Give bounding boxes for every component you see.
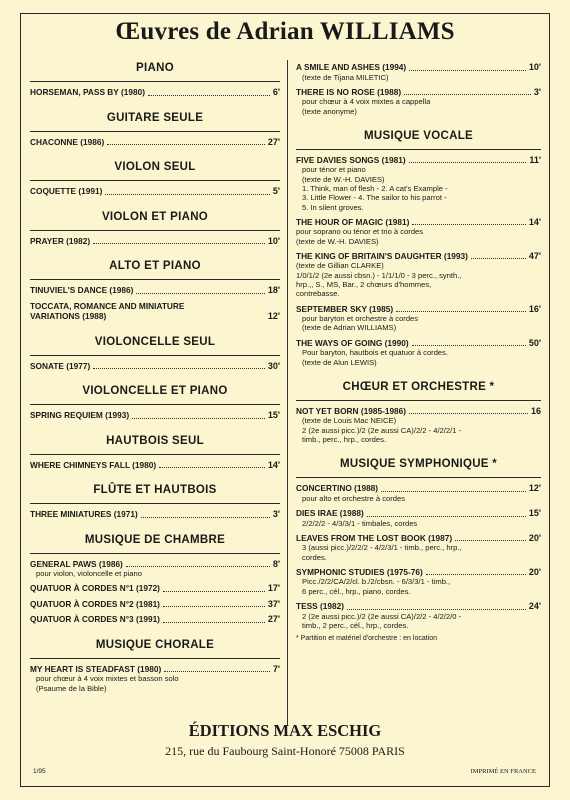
work-description: timb., perc., hrp., cordes. — [302, 434, 386, 444]
catalog-entry — [30, 583, 280, 594]
right-column — [296, 62, 541, 642]
entry-row — [296, 217, 541, 228]
work-duration: 5' — [272, 186, 280, 196]
work-title: QUATUOR À CORDES N°3 (1991) — [30, 614, 160, 625]
work-duration: 16 — [530, 405, 541, 416]
work-duration: 3' — [533, 86, 541, 97]
leader-dots — [163, 622, 265, 623]
work-title: WHERE CHIMNEYS FALL (1980) — [30, 459, 157, 470]
section-heading: PIANO — [136, 62, 174, 74]
entry-row — [30, 509, 280, 520]
catalog-entry — [30, 460, 280, 471]
work-title — [30, 301, 250, 322]
entry-row — [296, 406, 541, 417]
catalog-entry — [296, 338, 541, 367]
work-title: CONCERTINO (1988) — [296, 483, 379, 494]
section — [30, 112, 280, 148]
work-duration: 50' — [528, 337, 541, 348]
work-description: 5. In silent groves. — [302, 202, 364, 212]
work-description: (texte anonyme) — [302, 106, 357, 116]
section-heading: CHŒUR ET ORCHESTRE * — [342, 380, 495, 393]
work-title: COQUETTE (1991) — [30, 186, 103, 196]
section-heading: VIOLONCELLE SEUL — [94, 335, 216, 348]
section — [30, 211, 280, 247]
page-title: Œuvres de Adrian WILLIAMS — [115, 18, 455, 45]
section — [30, 62, 280, 98]
work-description: 6 perc., cél., hrp., piano, cordes. — [302, 586, 411, 596]
leader-dots — [163, 606, 265, 607]
catalog-entry — [30, 599, 280, 610]
entry-row — [296, 533, 541, 544]
work-title: SPRING REQUIEM (1993) — [30, 410, 130, 420]
work-duration: 10' — [528, 62, 541, 72]
work-description: 2/2/2/2 - 4/3/3/1 - timbales, cordes — [302, 518, 418, 528]
entry-row — [296, 338, 541, 349]
print-code: 1/95 — [33, 768, 46, 775]
work-title: A SMILE AND ASHES (1994) — [296, 62, 407, 72]
section-rule — [30, 81, 280, 82]
work-title: MY HEART IS STEADFAST (1980) — [30, 663, 162, 674]
section-heading: MUSIQUE VOCALE — [364, 129, 473, 142]
catalog-entry — [296, 567, 541, 596]
work-duration: 3' — [272, 509, 280, 519]
section — [296, 458, 541, 630]
section — [30, 161, 280, 197]
work-title-line: VARIATIONS (1988) — [30, 311, 107, 321]
leader-dots — [141, 517, 270, 518]
work-description: Pour baryton, hautbois et quatuor à cordes. — [302, 348, 449, 358]
entry-row — [30, 186, 280, 197]
work-title: CHACONNE (1986) — [30, 136, 105, 147]
work-description: pour chœur à 4 voix mixtes et basson solo — [36, 674, 179, 684]
leader-dots — [132, 418, 265, 419]
leader-dots — [409, 162, 527, 163]
leader-dots — [367, 516, 526, 517]
footnote: * Partition et matériel d'orchestre : en location — [296, 635, 438, 643]
section-rule — [30, 454, 280, 455]
section — [296, 381, 541, 444]
work-duration: 12' — [267, 311, 280, 321]
catalog-entry — [30, 664, 280, 693]
catalog-entry — [296, 406, 541, 444]
catalog-entry — [296, 304, 541, 333]
work-description: (Psaume de la Bible) — [36, 683, 107, 693]
catalog-entry — [30, 236, 280, 247]
section-heading: GUITARE SEULE — [106, 111, 204, 124]
work-title: THERE IS NO ROSE (1988) — [296, 86, 402, 97]
section-rule — [30, 503, 280, 504]
work-description: 2 (2e aussi picc.)/2 (2e aussi CA)/2/2 - 4/2/2/0 - — [302, 611, 462, 621]
work-description: (texte de Alun LEWIS) — [302, 357, 377, 367]
entry-row — [296, 567, 541, 578]
section-rule — [30, 404, 280, 405]
work-title: THREE MINIATURES (1971) — [30, 509, 138, 519]
entry-row — [296, 62, 541, 73]
catalog-entry — [296, 508, 541, 528]
leader-dots — [471, 258, 526, 259]
section — [30, 534, 280, 625]
publisher-address: 215, rue du Faubourg Saint-Honoré 75008 PARIS — [165, 744, 405, 758]
section-rule — [296, 149, 541, 150]
catalog-entry — [30, 301, 280, 322]
catalog-entry — [296, 155, 541, 212]
leader-dots — [159, 467, 265, 468]
work-duration: 15' — [267, 410, 280, 420]
work-title: FIVE DAVIES SONGS (1981) — [296, 154, 406, 165]
work-title: QUATUOR À CORDES N°1 (1972) — [30, 583, 160, 594]
section-heading: HAUTBOIS SEUL — [106, 434, 204, 447]
work-duration: 17' — [267, 583, 280, 594]
entry-row — [30, 301, 280, 322]
work-description: (texte de W.-H. DAVIES) — [296, 236, 379, 246]
section-heading: MUSIQUE DE CHAMBRE — [84, 533, 226, 546]
entry-row — [30, 236, 280, 247]
catalog-entry — [296, 62, 541, 82]
work-description: (texte de Gillian CLARKE) — [296, 261, 384, 271]
section-rule — [296, 400, 541, 401]
entry-row — [30, 285, 280, 296]
work-title: SEPTEMBER SKY (1985) — [296, 303, 394, 314]
leader-dots — [105, 194, 269, 195]
section-heading: ALTO ET PIANO — [109, 260, 201, 272]
leader-dots — [93, 243, 265, 244]
section-rule — [30, 355, 280, 356]
entry-row — [296, 483, 541, 494]
work-duration: 16' — [528, 303, 541, 314]
entry-row — [30, 137, 280, 148]
entry-row — [30, 460, 280, 471]
section-heading: MUSIQUE CHORALE — [95, 638, 215, 651]
work-title: THE HOUR OF MAGIC (1981) — [296, 216, 410, 227]
work-title: SONATE (1977) — [30, 360, 91, 371]
work-title: TINUVIEL'S DANCE (1986) — [30, 285, 134, 295]
catalog-entry — [30, 87, 280, 98]
work-description: pour violon, violoncelle et piano — [36, 569, 142, 578]
work-duration: 47' — [528, 250, 541, 261]
work-duration: 20' — [528, 532, 541, 543]
entry-row — [30, 361, 280, 372]
catalog-entry — [296, 533, 541, 562]
work-description: pour chœur à 4 voix mixtes a cappella — [302, 97, 431, 107]
section-heading: MUSIQUE SYMPHONIQUE * — [339, 458, 498, 471]
work-title: GENERAL PAWS (1986) — [30, 558, 123, 569]
leader-dots — [412, 345, 526, 346]
work-title-line: TOCCATA, ROMANCE AND MINIATURE — [30, 300, 185, 311]
work-title: NOT YET BORN (1985-1986) — [296, 405, 407, 416]
catalog-entry — [30, 559, 280, 579]
work-description: contrebasse. — [296, 289, 340, 299]
leader-dots — [396, 311, 526, 312]
entry-row — [296, 304, 541, 315]
entry-row — [30, 614, 280, 625]
work-description: timb., 2 perc., cél., hrp., cordes. — [302, 620, 409, 630]
work-duration: 30' — [267, 360, 280, 371]
work-title: THE WAYS OF GOING (1990) — [296, 337, 409, 348]
work-duration: 14' — [267, 459, 280, 470]
section — [30, 385, 280, 421]
section-rule — [30, 230, 280, 231]
work-description: cordes. — [302, 552, 327, 562]
section — [30, 639, 280, 693]
work-description: (texte de W.-H. DAVIES) — [302, 174, 385, 184]
leader-dots — [409, 70, 526, 71]
entry-row — [296, 601, 541, 612]
work-duration: 27' — [267, 614, 280, 625]
column-divider — [287, 60, 288, 725]
section-heading: VIOLONCELLE ET PIANO — [82, 385, 228, 397]
entry-row — [30, 583, 280, 594]
leader-dots — [148, 95, 270, 96]
work-duration: 37' — [267, 598, 280, 609]
section — [296, 130, 541, 367]
work-description: 3. Little Flower - 4. The sailor to his parrot - — [302, 193, 447, 203]
work-title: THE KING OF BRITAIN'S DAUGHTER (1993) — [296, 250, 468, 261]
catalog-entry — [30, 614, 280, 625]
work-title: DIES IRAE (1988) — [296, 508, 364, 519]
entry-row — [30, 599, 280, 610]
catalog-entry — [296, 483, 541, 503]
entry-row — [296, 87, 541, 98]
section — [30, 336, 280, 372]
work-duration: 11' — [529, 154, 541, 165]
leader-dots — [347, 609, 526, 610]
leader-dots — [93, 368, 265, 369]
catalog-entry — [30, 361, 280, 372]
leader-dots — [426, 574, 526, 575]
leader-dots — [107, 144, 265, 145]
work-duration: 24' — [528, 601, 541, 612]
section-heading: VIOLON SEUL — [114, 161, 196, 173]
work-title: LEAVES FROM THE LOST BOOK (1987) — [296, 532, 453, 543]
work-title: TESS (1982) — [296, 601, 344, 612]
work-duration: 10' — [267, 235, 280, 246]
section — [30, 435, 280, 471]
work-description: (texte de Tijana MILETIC) — [302, 72, 389, 82]
leader-dots — [404, 94, 531, 95]
section-rule — [30, 131, 280, 132]
work-duration: 7' — [272, 663, 280, 674]
section — [30, 260, 280, 322]
section-heading: FLÛTE ET HAUTBOIS — [93, 484, 217, 496]
printed-in: IMPRIMÉ EN FRANCE — [470, 768, 536, 775]
catalog-entry — [30, 137, 280, 148]
work-description: (texte de Louis Mac NEICE) — [302, 416, 397, 426]
entry-row — [296, 251, 541, 262]
entry-row — [30, 664, 280, 675]
work-duration: 27' — [267, 136, 280, 147]
entry-row — [30, 410, 280, 421]
work-description: hrp.,, S., MS, Bar., 2 chœurs d'hommes, — [296, 280, 432, 290]
work-description: pour alto et orchestre à cordes — [302, 493, 405, 503]
work-duration: 6' — [272, 87, 280, 97]
work-description: pour soprano ou ténor et trio à cordes — [296, 227, 424, 237]
catalog-entry — [296, 87, 541, 116]
leader-dots — [455, 540, 526, 541]
leader-dots — [412, 224, 525, 225]
work-description: Picc./2/2/CA/2/cl. b./2/cbsn. - 6/3/3/1 - timb., — [302, 577, 451, 587]
entry-row — [30, 559, 280, 570]
catalog-entry — [30, 285, 280, 296]
work-duration: 15' — [528, 508, 541, 519]
work-description: 2 (2e aussi picc.)/2 (2e aussi CA)/2/2 - 4/2/2/1 - — [302, 425, 462, 435]
work-duration: 20' — [528, 566, 541, 577]
catalog-entry — [30, 186, 280, 197]
leader-dots — [126, 566, 270, 567]
leader-dots — [381, 491, 526, 492]
section-rule — [296, 477, 541, 478]
work-description: pour ténor et piano — [302, 165, 366, 175]
section — [30, 484, 280, 520]
work-description: pour baryton et orchestre à cordes — [302, 314, 419, 324]
leader-dots — [136, 293, 264, 294]
section-rule — [30, 553, 280, 554]
catalog-entry — [296, 251, 541, 299]
work-duration: 14' — [528, 216, 541, 227]
work-duration: 8' — [272, 558, 280, 569]
leader-dots — [164, 671, 270, 672]
leader-dots — [409, 413, 528, 414]
section-rule — [30, 658, 280, 659]
catalog-entry — [30, 509, 280, 520]
work-duration: 12' — [528, 483, 541, 494]
entry-row — [30, 87, 280, 98]
work-title: SYMPHONIC STUDIES (1975-76) — [296, 566, 423, 577]
leader-dots — [163, 591, 265, 592]
entry-row — [296, 508, 541, 519]
work-title: HORSEMAN, PASS BY (1980) — [30, 87, 145, 97]
left-column — [30, 62, 280, 693]
catalog-entry — [296, 601, 541, 630]
catalog-entry — [296, 217, 541, 246]
work-title: PRAYER (1982) — [30, 235, 91, 246]
section-rule — [30, 279, 280, 280]
section-rule — [30, 180, 280, 181]
work-description: 1/0/1/2 (2e aussi cbsn.) - 1/1/1/0 - 3 perc., synth., — [296, 270, 462, 280]
section-heading: VIOLON ET PIANO — [101, 210, 209, 223]
entry-row — [296, 155, 541, 166]
publisher-name: ÉDITIONS MAX ESCHIG — [188, 721, 382, 740]
work-description: (texte de Adrian WILLIAMS) — [302, 323, 397, 333]
work-title: QUATUOR À CORDES N°2 (1981) — [30, 598, 160, 609]
catalog-entry — [30, 410, 280, 421]
work-description: 1. Think, man of flesh - 2. A cat's Example - — [302, 183, 448, 193]
work-duration: 18' — [267, 285, 280, 295]
work-description: 3 (aussi picc.)/2/2/2 - 4/2/3/1 - timb., perc., hrp., — [302, 543, 462, 553]
